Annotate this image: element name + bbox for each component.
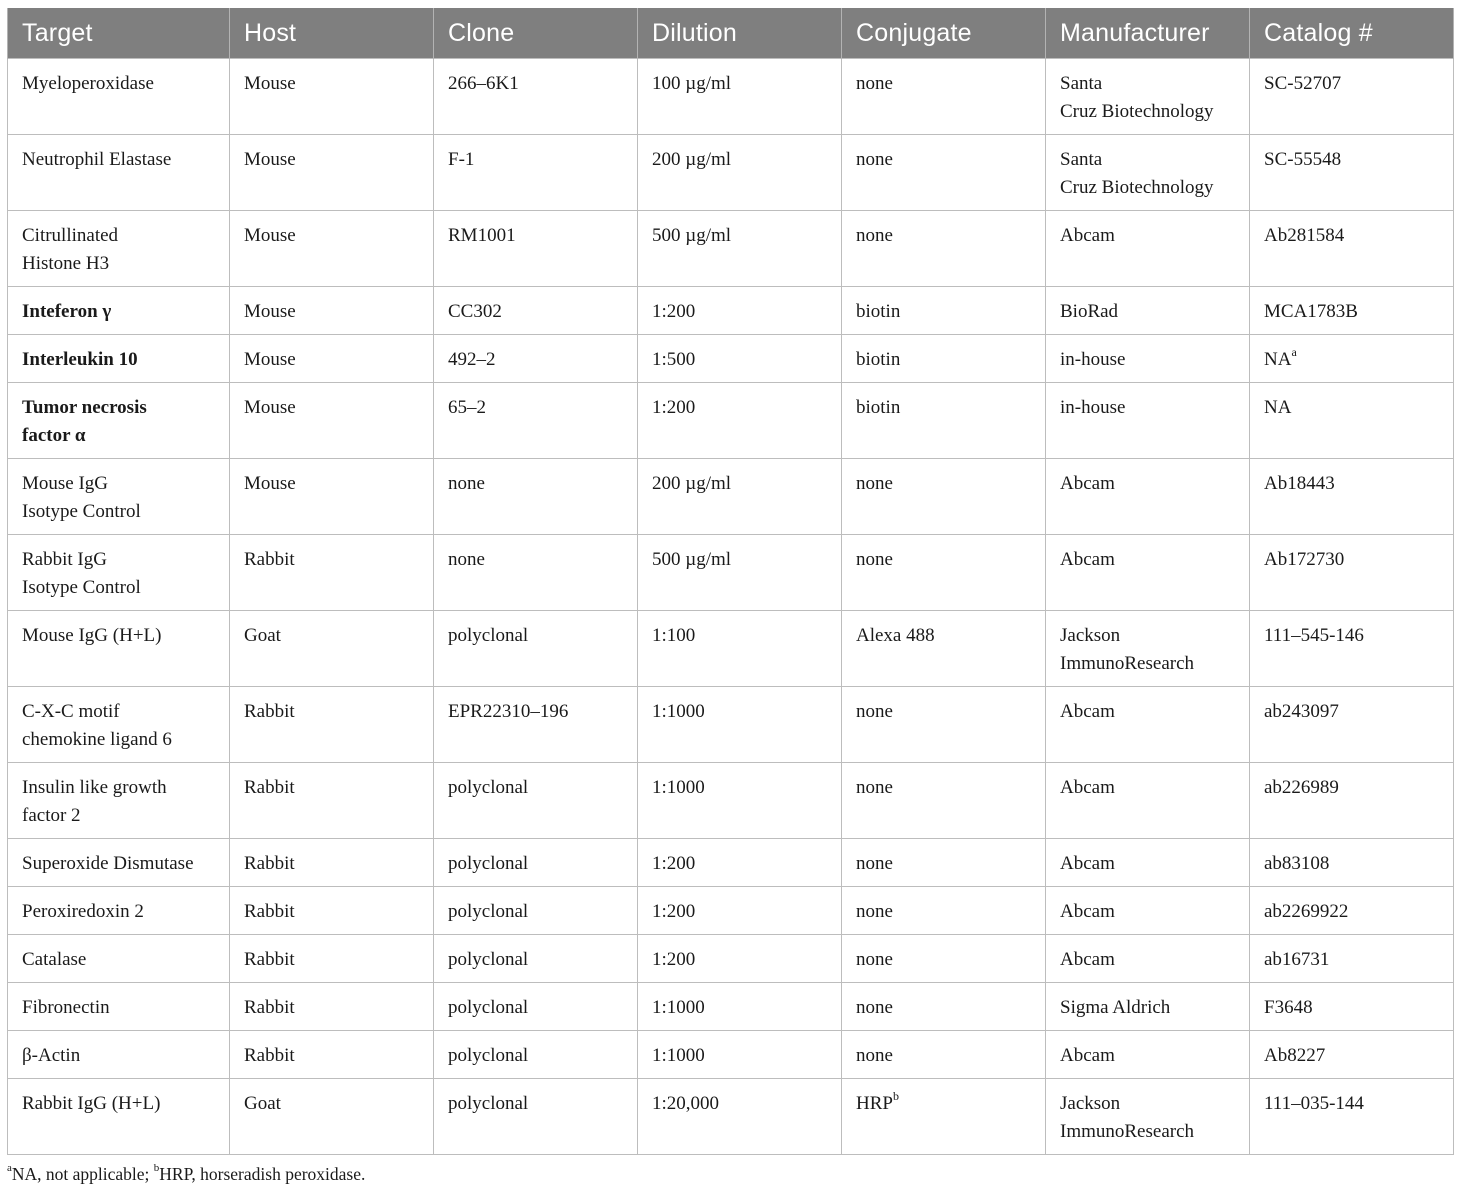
table-row bbox=[8, 335, 1454, 383]
cell-conjugate: biotin bbox=[842, 383, 1046, 459]
table-row bbox=[8, 763, 1454, 839]
cell-catalog: Ab281584 bbox=[1250, 211, 1454, 287]
cell-host: Rabbit bbox=[230, 1031, 434, 1079]
cell-host: Mouse bbox=[230, 287, 434, 335]
cell-host: Mouse bbox=[230, 59, 434, 135]
cell-clone: 492–2 bbox=[434, 335, 638, 383]
cell-manufacturer: Abcam bbox=[1046, 935, 1250, 983]
cell-conjugate: none bbox=[842, 59, 1046, 135]
cell-clone: polyclonal bbox=[434, 839, 638, 887]
cell-host: Goat bbox=[230, 611, 434, 687]
conjugate-value: HRP bbox=[856, 1093, 893, 1114]
cell-host: Rabbit bbox=[230, 687, 434, 763]
cell-catalog: SC-55548 bbox=[1250, 135, 1454, 211]
table-row bbox=[8, 211, 1454, 287]
cell-clone: EPR22310–196 bbox=[434, 687, 638, 763]
cell-target: Neutrophil Elastase bbox=[8, 135, 230, 211]
cell-clone: polyclonal bbox=[434, 611, 638, 687]
cell-target: Tumor necrosis factor α bbox=[8, 383, 230, 459]
cell-target: β-Actin bbox=[8, 1031, 230, 1079]
cell-conjugate: none bbox=[842, 135, 1046, 211]
antibody-table bbox=[7, 8, 1454, 1155]
cell-clone: none bbox=[434, 535, 638, 611]
cell-target: Rabbit IgG (H+L) bbox=[8, 1079, 230, 1155]
cell-manufacturer: Jackson ImmunoResearch bbox=[1046, 1079, 1250, 1155]
cell-clone: 266–6K1 bbox=[434, 59, 638, 135]
cell-clone: polyclonal bbox=[434, 1031, 638, 1079]
table-row bbox=[8, 611, 1454, 687]
cell-dilution: 1:100 bbox=[638, 611, 842, 687]
header-manufacturer: Manufacturer bbox=[1046, 8, 1250, 59]
table-header-row bbox=[8, 8, 1454, 59]
footnote-a-text: NA, not applicable; bbox=[11, 1164, 154, 1184]
cell-clone: none bbox=[434, 459, 638, 535]
cell-dilution: 200 µg/ml bbox=[638, 459, 842, 535]
cell-clone: polyclonal bbox=[434, 1079, 638, 1155]
cell-host: Mouse bbox=[230, 211, 434, 287]
cell-dilution: 1:200 bbox=[638, 287, 842, 335]
cell-conjugate: Alexa 488 bbox=[842, 611, 1046, 687]
cell-dilution: 500 µg/ml bbox=[638, 211, 842, 287]
table-row bbox=[8, 135, 1454, 211]
cell-conjugate: none bbox=[842, 535, 1046, 611]
cell-target: Mouse IgG (H+L) bbox=[8, 611, 230, 687]
cell-host: Rabbit bbox=[230, 763, 434, 839]
header-host: Host bbox=[230, 8, 434, 59]
cell-dilution: 1:1000 bbox=[638, 1031, 842, 1079]
cell-host: Rabbit bbox=[230, 839, 434, 887]
header-dilution: Dilution bbox=[638, 8, 842, 59]
cell-manufacturer: Santa Cruz Biotechnology bbox=[1046, 135, 1250, 211]
footnote-marker-b: b bbox=[892, 1088, 899, 1103]
cell-dilution: 1:1000 bbox=[638, 687, 842, 763]
cell-catalog: ab226989 bbox=[1250, 763, 1454, 839]
cell-target: Rabbit IgG Isotype Control bbox=[8, 535, 230, 611]
table-row bbox=[8, 287, 1454, 335]
cell-conjugate: biotin bbox=[842, 335, 1046, 383]
header-target: Target bbox=[8, 8, 230, 59]
table-row bbox=[8, 1031, 1454, 1079]
cell-manufacturer: Abcam bbox=[1046, 459, 1250, 535]
table-row bbox=[8, 887, 1454, 935]
cell-clone: polyclonal bbox=[434, 983, 638, 1031]
cell-manufacturer: Abcam bbox=[1046, 887, 1250, 935]
cell-catalog: MCA1783B bbox=[1250, 287, 1454, 335]
cell-host: Rabbit bbox=[230, 935, 434, 983]
cell-manufacturer: Abcam bbox=[1046, 763, 1250, 839]
cell-manufacturer: BioRad bbox=[1046, 287, 1250, 335]
cell-dilution: 1:1000 bbox=[638, 763, 842, 839]
cell-conjugate: none bbox=[842, 983, 1046, 1031]
cell-manufacturer: Abcam bbox=[1046, 535, 1250, 611]
cell-conjugate bbox=[842, 1079, 1046, 1155]
footnote-marker-a: a bbox=[1291, 344, 1297, 359]
cell-manufacturer: Abcam bbox=[1046, 687, 1250, 763]
cell-host: Mouse bbox=[230, 135, 434, 211]
cell-catalog: Ab18443 bbox=[1250, 459, 1454, 535]
footnote-a-marker: a bbox=[7, 1162, 12, 1175]
table-row bbox=[8, 983, 1454, 1031]
cell-dilution: 100 µg/ml bbox=[638, 59, 842, 135]
cell-catalog bbox=[1250, 335, 1454, 383]
cell-catalog: 111–545-146 bbox=[1250, 611, 1454, 687]
cell-dilution: 1:200 bbox=[638, 839, 842, 887]
footnote-b-text: HRP, horseradish peroxidase. bbox=[159, 1164, 366, 1184]
cell-manufacturer: in-house bbox=[1046, 383, 1250, 459]
cell-target: Peroxiredoxin 2 bbox=[8, 887, 230, 935]
cell-host: Mouse bbox=[230, 459, 434, 535]
header-catalog: Catalog # bbox=[1250, 8, 1454, 59]
table-footnote bbox=[7, 1164, 365, 1185]
cell-catalog: NA bbox=[1250, 383, 1454, 459]
cell-catalog: Ab172730 bbox=[1250, 535, 1454, 611]
cell-target: Inteferon γ bbox=[8, 287, 230, 335]
table-row bbox=[8, 535, 1454, 611]
table-row bbox=[8, 59, 1454, 135]
cell-target: Interleukin 10 bbox=[8, 335, 230, 383]
cell-clone: CC302 bbox=[434, 287, 638, 335]
table-row bbox=[8, 935, 1454, 983]
cell-conjugate: none bbox=[842, 887, 1046, 935]
cell-dilution: 1:200 bbox=[638, 887, 842, 935]
cell-conjugate: none bbox=[842, 763, 1046, 839]
cell-target: Mouse IgG Isotype Control bbox=[8, 459, 230, 535]
cell-conjugate: none bbox=[842, 935, 1046, 983]
cell-target: Superoxide Dismutase bbox=[8, 839, 230, 887]
table-row bbox=[8, 687, 1454, 763]
cell-conjugate: biotin bbox=[842, 287, 1046, 335]
cell-host: Rabbit bbox=[230, 983, 434, 1031]
cell-host: Mouse bbox=[230, 335, 434, 383]
cell-dilution: 1:20,000 bbox=[638, 1079, 842, 1155]
cell-conjugate: none bbox=[842, 687, 1046, 763]
cell-target: Catalase bbox=[8, 935, 230, 983]
footnote-b-marker: b bbox=[153, 1162, 160, 1175]
cell-host: Mouse bbox=[230, 383, 434, 459]
cell-catalog: Ab8227 bbox=[1250, 1031, 1454, 1079]
table-row bbox=[8, 1079, 1454, 1155]
cell-manufacturer: in-house bbox=[1046, 335, 1250, 383]
cell-dilution: 1:500 bbox=[638, 335, 842, 383]
cell-dilution: 500 µg/ml bbox=[638, 535, 842, 611]
cell-dilution: 1:1000 bbox=[638, 983, 842, 1031]
cell-manufacturer: Abcam bbox=[1046, 839, 1250, 887]
cell-manufacturer: Abcam bbox=[1046, 211, 1250, 287]
cell-clone: F-1 bbox=[434, 135, 638, 211]
cell-manufacturer: Sigma Aldrich bbox=[1046, 983, 1250, 1031]
cell-catalog: 111–035-144 bbox=[1250, 1079, 1454, 1155]
cell-target: C-X-C motif chemokine ligand 6 bbox=[8, 687, 230, 763]
cell-manufacturer: Jackson ImmunoResearch bbox=[1046, 611, 1250, 687]
header-conjugate: Conjugate bbox=[842, 8, 1046, 59]
cell-conjugate: none bbox=[842, 211, 1046, 287]
cell-clone: polyclonal bbox=[434, 763, 638, 839]
table-row bbox=[8, 383, 1454, 459]
cell-host: Rabbit bbox=[230, 535, 434, 611]
cell-clone: RM1001 bbox=[434, 211, 638, 287]
cell-catalog: ab2269922 bbox=[1250, 887, 1454, 935]
cell-host: Rabbit bbox=[230, 887, 434, 935]
cell-manufacturer: Santa Cruz Biotechnology bbox=[1046, 59, 1250, 135]
cell-dilution: 1:200 bbox=[638, 383, 842, 459]
cell-target: Fibronectin bbox=[8, 983, 230, 1031]
cell-clone: 65–2 bbox=[434, 383, 638, 459]
cell-host: Goat bbox=[230, 1079, 434, 1155]
cell-manufacturer: Abcam bbox=[1046, 1031, 1250, 1079]
cell-target: Citrullinated Histone H3 bbox=[8, 211, 230, 287]
cell-clone: polyclonal bbox=[434, 887, 638, 935]
cell-dilution: 1:200 bbox=[638, 935, 842, 983]
cell-catalog: F3648 bbox=[1250, 983, 1454, 1031]
cell-catalog: ab83108 bbox=[1250, 839, 1454, 887]
header-clone: Clone bbox=[434, 8, 638, 59]
table-row bbox=[8, 459, 1454, 535]
table-row bbox=[8, 839, 1454, 887]
cell-conjugate: none bbox=[842, 459, 1046, 535]
cell-conjugate: none bbox=[842, 1031, 1046, 1079]
catalog-value: NA bbox=[1264, 349, 1292, 370]
cell-catalog: SC-52707 bbox=[1250, 59, 1454, 135]
cell-clone: polyclonal bbox=[434, 935, 638, 983]
cell-target: Myeloperoxidase bbox=[8, 59, 230, 135]
cell-conjugate: none bbox=[842, 839, 1046, 887]
cell-dilution: 200 µg/ml bbox=[638, 135, 842, 211]
cell-catalog: ab16731 bbox=[1250, 935, 1454, 983]
cell-target: Insulin like growth factor 2 bbox=[8, 763, 230, 839]
cell-catalog: ab243097 bbox=[1250, 687, 1454, 763]
